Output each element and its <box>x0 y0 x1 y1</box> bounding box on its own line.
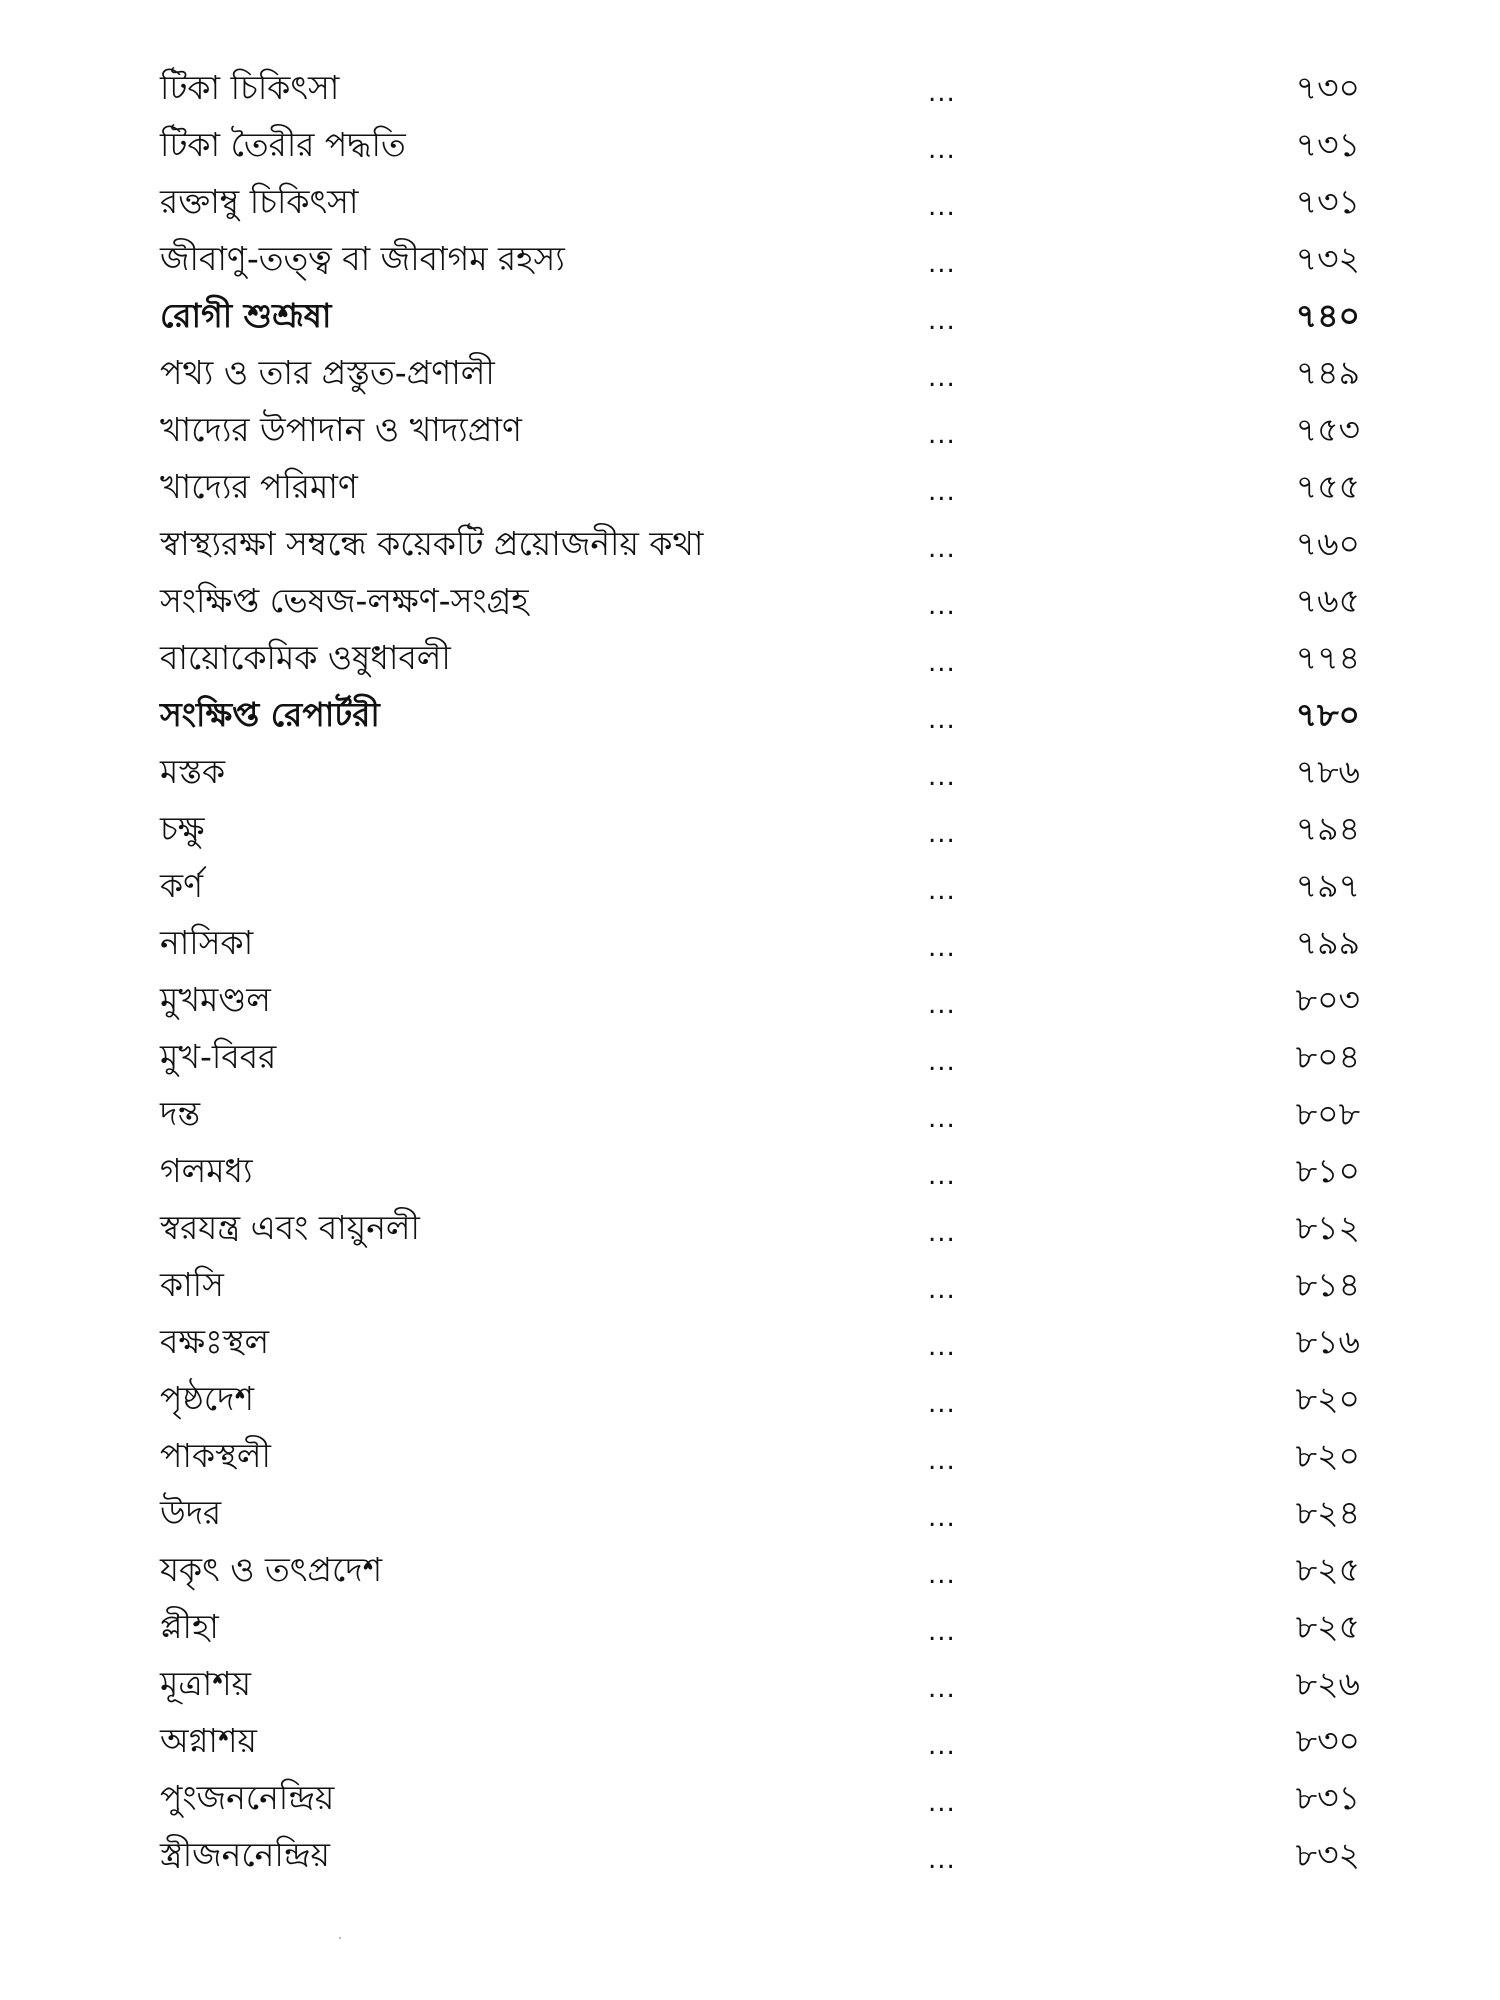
toc-entry <box>160 1712 1360 1769</box>
toc-entry-leader: ... <box>928 1104 956 1134</box>
toc-entry <box>160 59 1360 116</box>
toc-entry-leader: ... <box>928 1275 956 1305</box>
toc-entry-page: ৮২৬ <box>1295 1664 1360 1703</box>
toc-entry-title: বায়োকেমিক ওষুধাবলী <box>160 638 451 677</box>
toc-entry-page: ৮৩২ <box>1295 1835 1360 1874</box>
toc-entry-page: ৭৫৫ <box>1295 467 1360 506</box>
toc-entry-leader: ... <box>928 1845 956 1875</box>
toc-entry-leader: ... <box>928 1218 956 1248</box>
toc-entry-page: ৮১২ <box>1295 1208 1360 1247</box>
toc-entry-title: টিকা চিকিৎসা <box>160 68 340 107</box>
toc-entry-title: গলমধ্য <box>160 1151 253 1190</box>
toc-entry-leader: ... <box>928 477 956 507</box>
toc-entry <box>160 458 1360 515</box>
toc-entry-page: ৭৩১ <box>1295 182 1360 221</box>
toc-entry-title: যকৃৎ ও তৎপ্রদেশ <box>160 1550 383 1589</box>
toc-entry-page: ৮০৮ <box>1295 1094 1360 1133</box>
toc-entry <box>160 1427 1360 1484</box>
toc-entry <box>160 1655 1360 1712</box>
toc-entry-leader: ... <box>928 534 956 564</box>
toc-entry-leader: ... <box>928 819 956 849</box>
toc-entry-page: ৭৯৭ <box>1295 866 1360 905</box>
toc-entry <box>160 116 1360 173</box>
toc-entry-leader: ... <box>928 1731 956 1761</box>
scan-speck <box>339 1937 341 1939</box>
toc-section-heading <box>160 686 1360 743</box>
toc-entry <box>160 1256 1360 1313</box>
toc-entry-leader: ... <box>928 762 956 792</box>
toc-entry <box>160 572 1360 629</box>
toc-entry-title: মুখ-বিবর <box>160 1037 277 1076</box>
toc-entry-leader: ... <box>928 933 956 963</box>
toc-entry-title: দন্ত <box>160 1094 201 1133</box>
toc-entry-leader: ... <box>928 591 956 621</box>
toc-entry-leader: ... <box>928 363 956 393</box>
toc-entry-title: উদর <box>160 1493 222 1532</box>
toc-entry <box>160 629 1360 686</box>
toc-entry-leader: ... <box>928 1788 956 1818</box>
toc-entry <box>160 1028 1360 1085</box>
toc-entry <box>160 1484 1360 1541</box>
toc-entry-leader: ... <box>928 1617 956 1647</box>
toc-entry-leader: ... <box>928 1161 956 1191</box>
toc-entry-page: ৮২৫ <box>1295 1550 1360 1589</box>
toc-entry-title: পাকস্থলী <box>160 1436 271 1475</box>
toc-entry-title: পৃষ্ঠদেশ <box>160 1379 255 1418</box>
toc-entry-leader: ... <box>928 249 956 279</box>
toc-entry-title: সংক্ষিপ্ত রেপার্টরী <box>160 695 380 734</box>
toc-entry-title: প্লীহা <box>160 1607 219 1646</box>
toc-entry-title: অগ্নাশয় <box>160 1721 257 1760</box>
toc-entry-leader: ... <box>928 192 956 222</box>
toc-entry-page: ৭৪০ <box>1295 296 1360 335</box>
toc-entry <box>160 173 1360 230</box>
toc-entry-leader: ... <box>928 648 956 678</box>
toc-entry <box>160 1769 1360 1826</box>
toc-entry-leader: ... <box>928 1446 956 1476</box>
toc-entry-title: মস্তক <box>160 752 226 791</box>
toc-entry-page: ৮২৫ <box>1295 1607 1360 1646</box>
toc-entry-leader: ... <box>928 876 956 906</box>
toc-entry <box>160 1370 1360 1427</box>
toc-entry-leader: ... <box>928 420 956 450</box>
toc-entry-leader: ... <box>928 1560 956 1590</box>
toc-entry-title: কর্ণ <box>160 866 204 905</box>
toc-entry-title: স্ত্রীজননেন্দ্রিয় <box>160 1835 330 1874</box>
toc-entry-page: ৮২০ <box>1295 1379 1360 1418</box>
toc-entry-page: ৭৯৯ <box>1295 923 1360 962</box>
toc-entry-page: ৭৭৪ <box>1295 638 1360 677</box>
toc-entry <box>160 1598 1360 1655</box>
toc-entry <box>160 857 1360 914</box>
toc-entry <box>160 1085 1360 1142</box>
toc-entry-title: বক্ষঃস্থল <box>160 1322 270 1361</box>
toc-entry <box>160 800 1360 857</box>
toc-entry-page: ৭৪৯ <box>1295 353 1360 392</box>
toc-entry-leader: ... <box>928 705 956 735</box>
toc-entry-title: মূত্রাশয় <box>160 1664 252 1703</box>
toc-entry-title: পুংজননেন্দ্রিয় <box>160 1778 335 1817</box>
toc-entry-page: ৭৩২ <box>1295 239 1360 278</box>
toc-entry-leader: ... <box>928 1389 956 1419</box>
toc-entry-page: ৮৩১ <box>1295 1778 1360 1817</box>
toc-entry-page: ৭৬০ <box>1295 524 1360 563</box>
toc-entry <box>160 401 1360 458</box>
table-of-contents <box>160 59 1360 1883</box>
toc-entry-title: নাসিকা <box>160 923 254 962</box>
toc-entry-page: ৮১৪ <box>1295 1265 1360 1304</box>
toc-entry-title: খাদ্যের পরিমাণ <box>160 467 358 506</box>
toc-entry-page: ৭৬৫ <box>1295 581 1360 620</box>
toc-entry-leader: ... <box>928 1047 956 1077</box>
toc-entry-page: ৮২০ <box>1295 1436 1360 1475</box>
toc-entry-page: ৭৩০ <box>1295 68 1360 107</box>
toc-entry-page: ৮২৪ <box>1295 1493 1360 1532</box>
toc-entry-title: স্বাস্থ্যরক্ষা সম্বন্ধে কয়েকটি প্রয়োজনীয় কথা <box>160 524 704 563</box>
toc-entry-leader: ... <box>928 135 956 165</box>
toc-entry-leader: ... <box>928 990 956 1020</box>
toc-entry <box>160 743 1360 800</box>
toc-entry <box>160 1826 1360 1883</box>
toc-entry <box>160 230 1360 287</box>
toc-entry <box>160 515 1360 572</box>
toc-section-heading <box>160 287 1360 344</box>
toc-entry-title: চক্ষু <box>160 809 205 848</box>
toc-entry-title: রক্তাম্বু চিকিৎসা <box>160 182 359 221</box>
toc-entry-page: ৭৫৩ <box>1295 410 1360 449</box>
toc-entry-leader: ... <box>928 1674 956 1704</box>
toc-entry-page: ৭৯৪ <box>1295 809 1360 848</box>
toc-entry <box>160 344 1360 401</box>
toc-entry <box>160 971 1360 1028</box>
toc-entry-title: রোগী শুশ্রূষা <box>160 296 332 335</box>
toc-entry-leader: ... <box>928 1332 956 1362</box>
toc-entry-page: ৮১০ <box>1295 1151 1360 1190</box>
toc-entry-page: ৮১৬ <box>1295 1322 1360 1361</box>
toc-entry-leader: ... <box>928 78 956 108</box>
toc-entry-title: টিকা তৈরীর পদ্ধতি <box>160 125 406 164</box>
toc-entry-title: পথ্য ও তার প্রস্তুত-প্রণালী <box>160 353 495 392</box>
toc-entry-leader: ... <box>928 1503 956 1533</box>
toc-entry <box>160 1199 1360 1256</box>
toc-entry-title: মুখমণ্ডল <box>160 980 271 1019</box>
toc-entry-leader: ... <box>928 306 956 336</box>
toc-entry-page: ৮০৩ <box>1295 980 1360 1019</box>
toc-entry <box>160 1142 1360 1199</box>
toc-entry-title: স্বরযন্ত্র এবং বায়ুনলী <box>160 1208 420 1247</box>
toc-entry-title: জীবাণু-তত্ত্ব বা জীবাগম রহস্য <box>160 239 565 278</box>
toc-entry <box>160 1313 1360 1370</box>
toc-entry-page: ৮০৪ <box>1295 1037 1360 1076</box>
toc-entry-page: ৭৮৬ <box>1295 752 1360 791</box>
toc-entry-page: ৭৩১ <box>1295 125 1360 164</box>
toc-entry-page: ৭৮০ <box>1295 695 1360 734</box>
toc-entry <box>160 914 1360 971</box>
toc-entry-title: কাসি <box>160 1265 224 1304</box>
toc-entry-title: সংক্ষিপ্ত ভেষজ-লক্ষণ-সংগ্রহ <box>160 581 529 620</box>
toc-entry <box>160 1541 1360 1598</box>
toc-entry-title: খাদ্যের উপাদান ও খাদ্যপ্রাণ <box>160 410 522 449</box>
toc-entry-page: ৮৩০ <box>1295 1721 1360 1760</box>
